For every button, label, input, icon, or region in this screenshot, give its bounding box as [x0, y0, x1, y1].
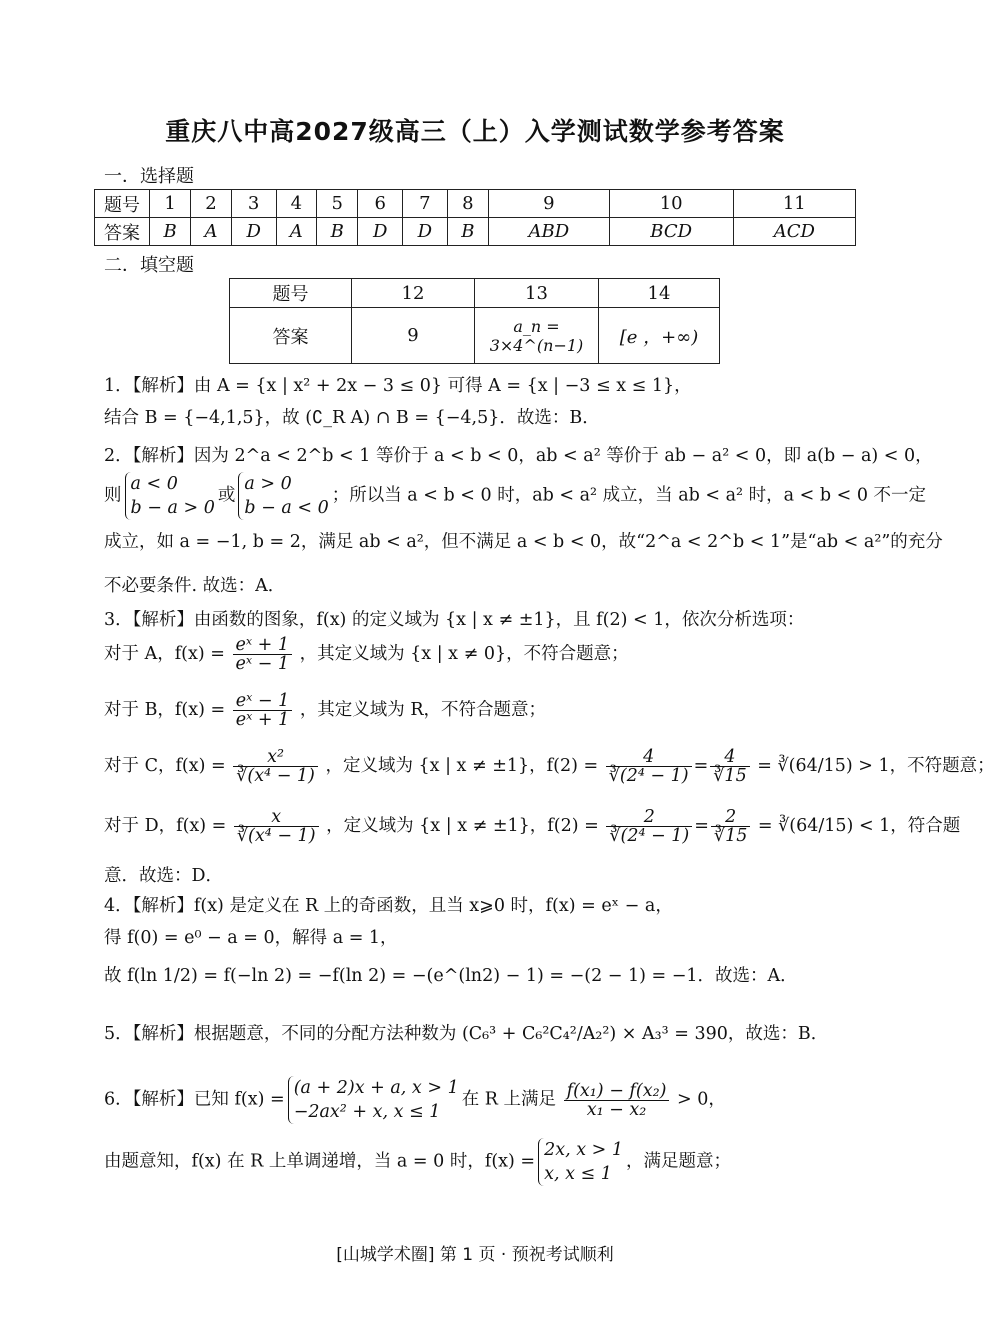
choice-answer-row — [95, 218, 856, 246]
fraction — [710, 748, 749, 785]
solution-3-option-d: 对于 D，f(x) = $\frac{x}{\text{∛(x⁴ − 1)}}$ ，定义域为 {x | x ≠ ±1}，f(2) = $\frac{2}{\text{∛(2⁴ − 1)}}$ = $\frac{2}{∛15}$ = ∛(64/15) < 1，符合题 — [104, 807, 961, 846]
fill-number: 13 — [475, 279, 599, 308]
choice-answer: B — [447, 218, 488, 246]
case-system — [125, 472, 215, 520]
numerator: 2 — [606, 808, 692, 827]
choice-number: 5 — [317, 190, 358, 218]
fill-answer-table — [229, 278, 720, 364]
choice-answer: B — [150, 218, 191, 246]
choice-number: 3 — [231, 190, 276, 218]
case-row: a > 0 — [244, 474, 292, 494]
fraction — [233, 636, 293, 673]
fill-answer: 9 — [352, 308, 475, 364]
fraction — [234, 808, 319, 845]
case-row: 2x, x > 1 — [544, 1140, 623, 1160]
denominator: ∛(2⁴ − 1) — [609, 826, 690, 846]
denominator: eˣ − 1 — [235, 654, 290, 674]
solution-2-line-4: 不必要条件. 故选：A． — [104, 576, 286, 596]
case-row: a < 0 — [130, 474, 178, 494]
text: 由题意知，f(x) 在 R 上单调递增，当 a = 0 时，f(x) = — [104, 1151, 536, 1172]
text: ；所以当 a < b < 0 时，ab < a² 成立，当 ab < a² 时，a < b < 0 不一定 — [331, 485, 927, 506]
solution-1-line-2: 结合 B = {−4,1,5}，故 (∁_R A) ∩ B = {−4,5}．故选：B． — [104, 408, 600, 428]
choice-number: 8 — [447, 190, 488, 218]
fraction — [606, 748, 692, 785]
denominator: ∛(x⁴ − 1) — [236, 826, 316, 846]
text: 在 R 上满足 — [461, 1089, 557, 1110]
denominator: x₁ − x₂ — [586, 1099, 647, 1120]
fill-number: 12 — [352, 279, 475, 308]
section-fill-heading: 二．填空题 — [104, 255, 194, 276]
fill-number-row — [230, 279, 720, 308]
text: 对于 C，f(x) = — [104, 756, 226, 776]
fraction — [233, 692, 293, 729]
solution-2-line-1: 2．【解析】因为 2^a < 2^b < 1 等价于 a < b < 0，ab < a² 等价于 ab − a² < 0，即 a(b − a) < 0， — [104, 446, 933, 466]
numerator: 2 — [711, 808, 750, 827]
choice-number-row — [95, 190, 856, 218]
denominator: ∛15 — [713, 766, 747, 786]
choice-answer: ABD — [488, 218, 609, 246]
choice-answer: BCD — [609, 218, 733, 246]
text: ，定义域为 {x | x ≠ ±1}，f(2) = — [326, 816, 599, 836]
choice-number: 10 — [609, 190, 733, 218]
choice-answer: D — [231, 218, 276, 246]
solution-3-line-1: 3．【解析】由函数的图象，f(x) 的定义域为 {x | x ≠ ±1}，且 f(2) < 1，依次分析选项： — [104, 610, 805, 630]
case-row: −2ax² + x, x ≤ 1 — [293, 1102, 441, 1122]
piecewise-function — [288, 1076, 459, 1124]
fraction — [564, 1082, 670, 1119]
solution-5-line-1: 5．【解析】根据题意，不同的分配方法种数为 (C₆³ + C₆²C₄²/A₂²) × A₃³ = 390，故选：B． — [104, 1024, 829, 1044]
choice-answer: A — [191, 218, 232, 246]
choice-number: 6 — [358, 190, 403, 218]
choice-answer: A — [276, 218, 317, 246]
choice-answer-table — [94, 189, 856, 246]
text: 或 — [217, 485, 236, 506]
fill-answer-label: 答案 — [230, 308, 352, 364]
denominator: ∛(2⁴ − 1) — [608, 766, 689, 786]
text: ，满足题意； — [626, 1151, 731, 1172]
case-row: (a + 2)x + a, x > 1 — [293, 1078, 459, 1098]
numerator: eˣ − 1 — [233, 692, 293, 711]
text: > 0， — [677, 1089, 726, 1110]
fill-answer-row — [230, 308, 720, 364]
fraction — [711, 808, 750, 845]
solution-3-option-c: 对于 C，f(x) = $\frac{\text{x²}}{\text{∛(x⁴ − 1)}}$ ，定义域为 {x | x ≠ ±1}，f(2) = $\frac{4}{\text{∛(2⁴ − 1)}}$ = $\frac{4}{∛15}$ = ∛(64/15) > 1，不符题意； — [104, 747, 995, 786]
choice-answer-label: 答案 — [95, 218, 150, 246]
solution-3-option-a — [104, 636, 629, 673]
text: = ∛(64/15) > 1，不符题意； — [757, 756, 995, 776]
solution-2-line-3: 成立，如 a = −1, b = 2，满足 ab < a²，但不满足 a < b < 0，故“2^a < 2^b < 1”是“ab < a²”的充分 — [104, 532, 943, 552]
page-title: 重庆八中高2027级高三（上）入学测试数学参考答案 — [165, 117, 785, 146]
page-footer: [山城学术圈] 第 1 页 · 预祝考试顺利 — [336, 1245, 614, 1265]
numerator: f(x₁) − f(x₂) — [564, 1082, 670, 1101]
choice-number: 7 — [403, 190, 448, 218]
fill-number: 14 — [599, 279, 720, 308]
numerator: 4 — [606, 748, 692, 767]
text: ，其定义域为 {x | x ≠ 0}，不符合题意； — [299, 644, 629, 664]
denominator: ∛(x⁴ − 1) — [236, 766, 315, 786]
text: 对于 A，f(x) = — [104, 644, 225, 664]
solution-3-option-b — [104, 692, 546, 729]
case-row: x, x ≤ 1 — [544, 1164, 612, 1184]
text: 对于 B，f(x) = — [104, 700, 226, 720]
solution-1-line-1: 1．【解析】由 A = {x | x² + 2x − 3 ≤ 0} 可得 A = {x | −3 ≤ x ≤ 1}， — [104, 376, 692, 396]
choice-answer: B — [317, 218, 358, 246]
solution-3-line-last: 意．故选：D． — [104, 866, 224, 886]
text: 则 — [104, 485, 122, 506]
choice-number: 2 — [191, 190, 232, 218]
solution-4-line-3: 故 f(ln 1/2) = f(−ln 2) = −f(ln 2) = −(e^(ln2) − 1) = −(2 − 1) = −1．故选：A． — [104, 966, 798, 986]
text: ，其定义域为 R，不符合题意； — [299, 700, 547, 720]
numerator: eˣ + 1 — [233, 636, 293, 655]
numerator: 4 — [710, 748, 749, 767]
case-row: b − a < 0 — [244, 498, 329, 518]
denominator: ∛15 — [713, 826, 748, 846]
fraction — [233, 748, 318, 785]
case-row: b − a > 0 — [130, 498, 215, 518]
solution-6-line-1 — [104, 1076, 726, 1124]
solution-4-line-1: 4．【解析】f(x) 是定义在 R 上的奇函数，且当 x⩾0 时，f(x) = eˣ − a， — [104, 896, 673, 916]
section-choice-heading: 一．选择题 — [104, 166, 194, 187]
choice-answer: D — [358, 218, 403, 246]
text: 6．【解析】已知 f(x) = — [104, 1089, 285, 1110]
text: ，定义域为 {x | x ≠ ±1}，f(2) = — [325, 756, 599, 776]
fill-header-label: 题号 — [230, 279, 352, 308]
text: = ∛(64/15) < 1，符合题 — [757, 816, 961, 836]
numerator: x — [234, 808, 319, 827]
choice-number: 1 — [150, 190, 191, 218]
solution-2-line-2 — [104, 472, 926, 520]
text: 对于 D，f(x) = — [104, 816, 227, 836]
denominator: eˣ + 1 — [235, 710, 290, 730]
numerator: x² — [233, 748, 318, 767]
fill-answer: a_n = 3×4^(n−1) — [475, 308, 599, 364]
choice-header-label: 题号 — [95, 190, 150, 218]
choice-answer: ACD — [733, 218, 855, 246]
choice-answer: D — [403, 218, 448, 246]
choice-number: 4 — [276, 190, 317, 218]
case-system — [238, 472, 328, 520]
choice-number: 11 — [733, 190, 855, 218]
solution-6-line-2 — [104, 1138, 731, 1186]
choice-number: 9 — [488, 190, 609, 218]
piecewise-function — [538, 1138, 623, 1186]
fraction — [606, 808, 692, 845]
solution-4-line-2: 得 f(0) = e⁰ − a = 0，解得 a = 1， — [104, 928, 398, 948]
fill-answer: [e ，+∞) — [599, 308, 720, 364]
